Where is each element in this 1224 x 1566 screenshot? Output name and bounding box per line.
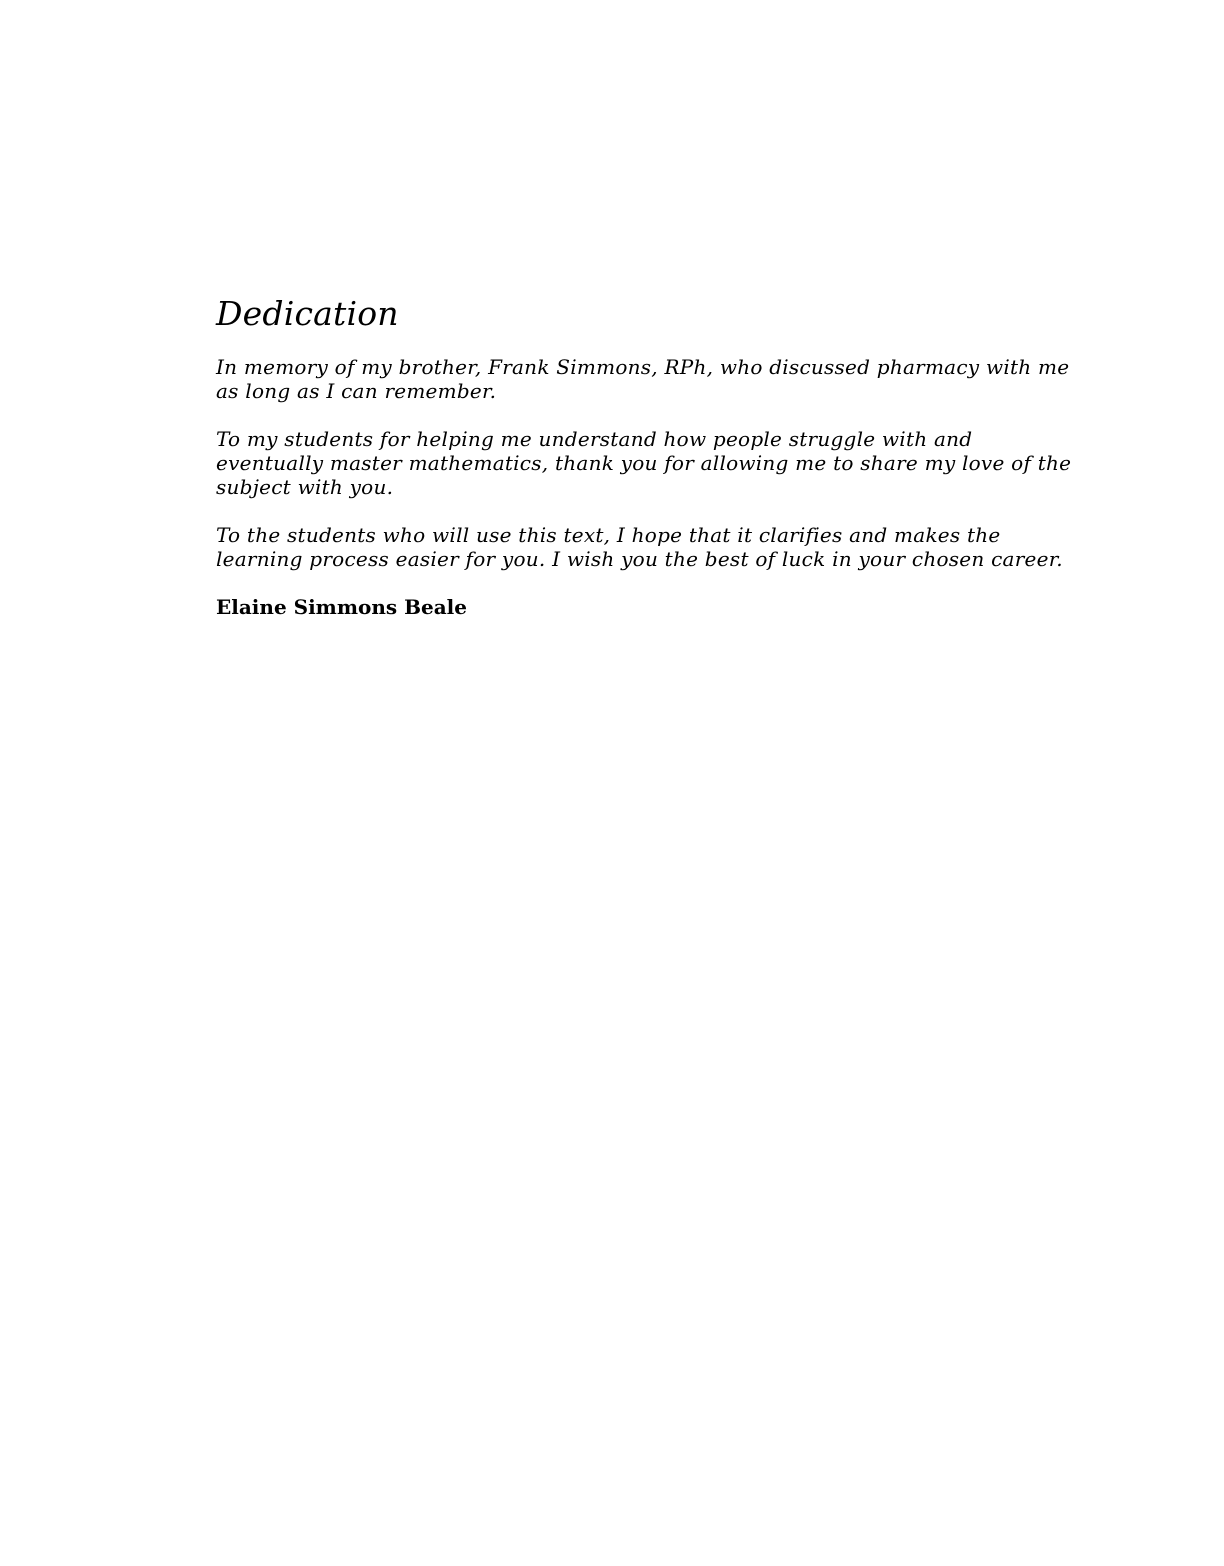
dedication-section <box>216 294 1084 619</box>
dedication-paragraph-readers: To the students who will use this text, I hope that it clarifies and makes the learning process easier for you. I wish you the best of luck in your chosen career. <box>216 523 1063 571</box>
author-signature: Elaine Simmons Beale <box>216 595 468 619</box>
page-title: Dedication <box>216 294 399 333</box>
dedication-paragraph-memory: In memory of my brother, Frank Simmons, RPh, who discussed pharmacy with me as long as I can remember. <box>216 355 1070 403</box>
dedication-paragraph-students: To my students for helping me understand how people struggle with and eventually master mathematics, thank you for allowing me to share my love of the subject with you. <box>216 427 1072 499</box>
